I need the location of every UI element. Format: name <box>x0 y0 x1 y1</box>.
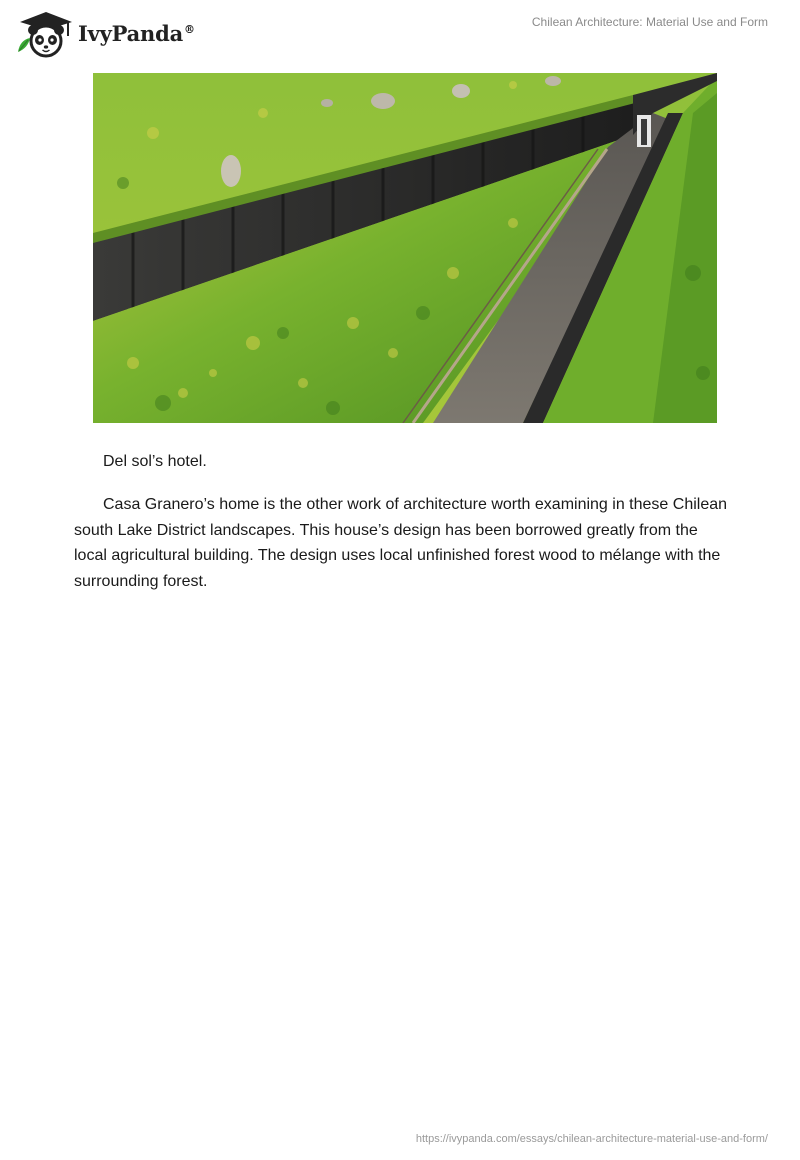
body-paragraph: Casa Granero’s home is the other work of architecture worth examining in these Chilean south Lake District landscapes. This house’s design has been borrowed greatly from the local agricultural building. The design uses local unfinished forest wood to mélange with the surrounding forest. <box>74 496 728 590</box>
brand-name: IvyPanda® <box>78 20 195 46</box>
panda-graduation-cap-icon <box>16 8 74 58</box>
page-header <box>0 0 800 64</box>
document-title: Chilean Architecture: Material Use and Form <box>531 15 768 29</box>
registered-mark: ® <box>184 22 195 36</box>
source-url-link[interactable]: https://ivypanda.com/essays/chilean-architecture-material-use-and-form/ <box>415 1133 768 1145</box>
figure-caption: Del sol’s hotel. <box>103 453 207 470</box>
ivypanda-logo[interactable] <box>16 8 195 58</box>
hotel-photo <box>93 73 717 423</box>
